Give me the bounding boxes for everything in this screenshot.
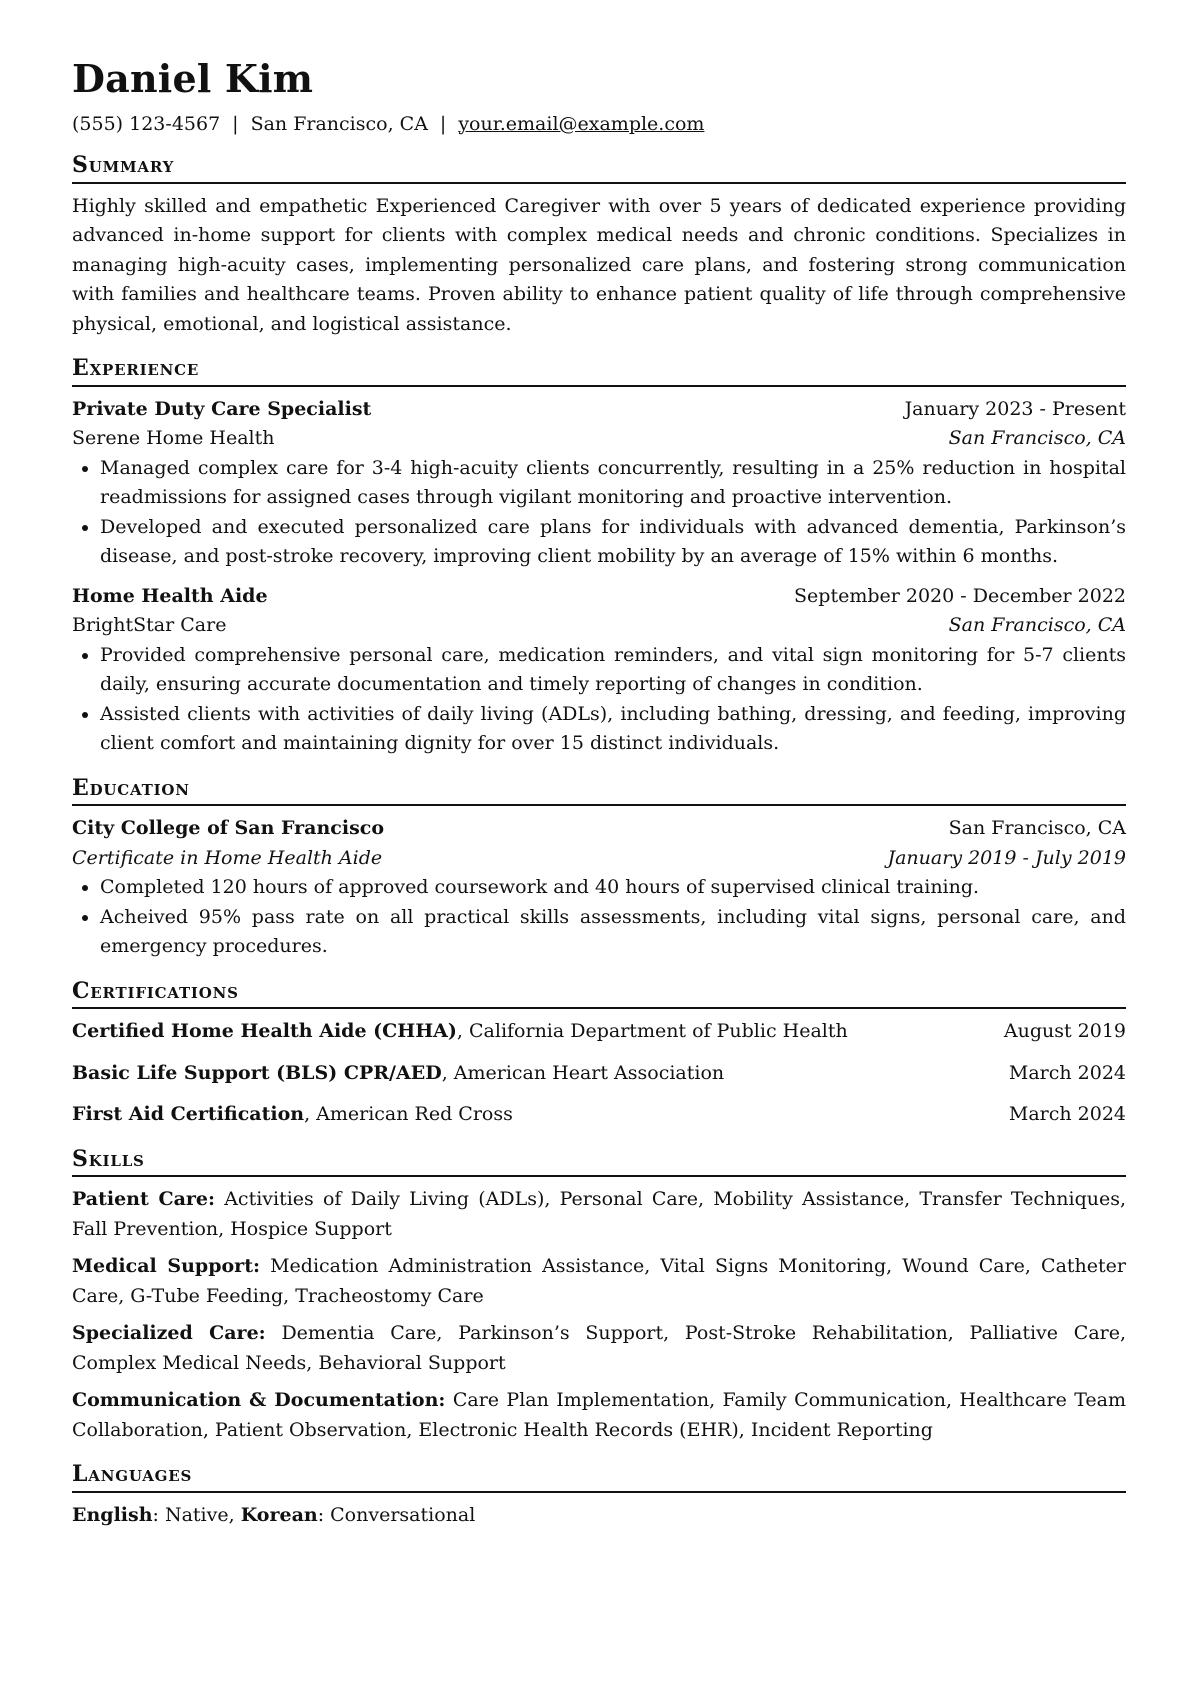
skill-group [72, 1185, 1126, 1244]
certification-item [72, 1059, 1126, 1089]
skill-group-text: Care Plan Implementation, Family Communication, Healthcare Team Collaboration, Patient Observation, Electronic Health Records (EHR), Incident Reporting [72, 1389, 1126, 1441]
skill-group-text: Activities of Daily Living (ADLs), Personal Care, Mobility Assistance, Transfer Techniques, Fall Prevention, Hospice Support [72, 1188, 1127, 1240]
languages-section [72, 1461, 1126, 1530]
job-company: BrightStar Care [72, 614, 227, 637]
certification-issuer: , American Heart Association [441, 1061, 725, 1084]
job-title-row [72, 395, 1126, 425]
program-dates: January 2019 - July 2019 [887, 846, 1126, 869]
skill-group-label: Communication & Documentation: [72, 1389, 446, 1412]
job-dates: January 2023 - Present [904, 397, 1126, 420]
language-level: : Conversational [317, 1503, 476, 1526]
job-bullets [72, 454, 1126, 572]
education-heading: Education [72, 775, 1126, 807]
education-bullets [72, 873, 1126, 962]
skill-group-text: Medication Administration Assistance, Vital Signs Monitoring, Wound Care, Catheter Care, G-Tube Feeding, Tracheostomy Care [72, 1255, 1126, 1307]
summary-text: Highly skilled and empathetic Experienced Caregiver with over 5 years of dedicated experience providing advanced in-home support for clients with complex medical needs and chronic conditions. Specializes in managing high-acuity cases, implementing personalized care plans, and fostering strong communication with families and healthcare teams. Proven ability to enhance patient quality of life through comprehensive physical, emotional, and logistical assistance. [72, 194, 1126, 335]
job-bullets [72, 641, 1126, 759]
phone-number: (555) 123-4567 [72, 112, 221, 135]
job-entry [72, 582, 1126, 759]
school-row [72, 814, 1126, 844]
resume-page [72, 56, 1126, 1530]
skill-group-label: Patient Care: [72, 1188, 216, 1211]
language-name: Korean [240, 1503, 318, 1526]
certification-item [72, 1100, 1126, 1130]
job-bullet: • Provided comprehensive personal care, medication reminders, and vital sign monitoring for 5-7 clients daily, ensuring accurate documentation and timely reporting of changes in condition. [100, 641, 1126, 700]
summary-section [72, 152, 1126, 339]
job-location: San Francisco, CA [948, 427, 1126, 450]
job-title-row [72, 582, 1126, 612]
email-link[interactable]: your.email@example.com [458, 112, 705, 135]
experience-heading: Experience [72, 355, 1126, 387]
certification-date: March 2024 [1008, 1103, 1126, 1126]
location-text: San Francisco, CA [250, 112, 428, 135]
education-bullet: • Acheived 95% pass rate on all practical skills assessments, including vital signs, personal care, and emergency procedures. [100, 903, 1126, 962]
program-name: Certificate in Home Health Aide [72, 846, 383, 869]
skill-group-label: Medical Support: [72, 1255, 260, 1278]
skill-group [72, 1252, 1126, 1311]
certification-date: August 2019 [1003, 1020, 1126, 1043]
job-role: Home Health Aide [72, 584, 268, 607]
certification-name: Certified Home Health Aide (CHHA) [72, 1020, 457, 1043]
contact-separator: | [232, 112, 239, 135]
program-row [72, 844, 1126, 874]
skill-group [72, 1386, 1126, 1445]
skills-heading: Skills [72, 1146, 1126, 1178]
summary-heading: Summary [72, 152, 1126, 184]
education-bullet: • Completed 120 hours of approved coursework and 40 hours of supervised clinical training. [100, 873, 1126, 903]
certification-name: First Aid Certification [72, 1103, 305, 1126]
contact-separator: | [439, 112, 447, 135]
job-company-row [72, 424, 1126, 454]
job-entry [72, 395, 1126, 572]
job-bullet: • Managed complex care for 3-4 high-acuity clients concurrently, resulting in a 25% reduction in hospital readmissions for assigned cases through vigilant monitoring and proactive intervention. [100, 454, 1126, 513]
education-entry [72, 814, 1126, 962]
certification-name: Basic Life Support (BLS) CPR/AED [72, 1061, 442, 1084]
skills-section [72, 1146, 1126, 1446]
experience-section [72, 355, 1126, 759]
contact-line [72, 112, 1126, 137]
languages-line [72, 1501, 1126, 1531]
languages-heading: Languages [72, 1461, 1126, 1493]
education-section [72, 775, 1126, 962]
job-dates: September 2020 - December 2022 [794, 584, 1126, 607]
job-role: Private Duty Care Specialist [72, 397, 372, 420]
job-bullet: • Assisted clients with activities of daily living (ADLs), including bathing, dressing, and feeding, improving client comfort and maintaining dignity for over 15 distinct individuals. [100, 700, 1126, 759]
certifications-heading: Certifications [72, 978, 1126, 1010]
skill-group [72, 1319, 1126, 1378]
language-name: English [72, 1503, 153, 1526]
job-location: San Francisco, CA [948, 614, 1126, 637]
skill-group-text: Dementia Care, Parkinson’s Support, Post-Stroke Rehabilitation, Palliative Care, Complex Medical Needs, Behavioral Support [72, 1322, 1127, 1374]
skill-group-label: Specialized Care: [72, 1322, 266, 1345]
certifications-section [72, 978, 1126, 1130]
job-company-row [72, 611, 1126, 641]
language-level: : Native, [152, 1503, 241, 1526]
certification-issuer: , California Department of Public Health [456, 1020, 848, 1043]
school-location: San Francisco, CA [948, 817, 1126, 840]
job-bullet: • Developed and executed personalized care plans for individuals with advanced dementia, Parkinson’s disease, and post-stroke recovery, improving client mobility by an average of 15% within 6 months. [100, 513, 1126, 572]
school-name: City College of San Francisco [72, 817, 385, 840]
candidate-name: Daniel Kim [72, 56, 314, 101]
certification-issuer: , American Red Cross [304, 1103, 513, 1126]
certification-item [72, 1017, 1126, 1047]
job-company: Serene Home Health [72, 427, 275, 450]
certification-date: March 2024 [1008, 1061, 1126, 1084]
